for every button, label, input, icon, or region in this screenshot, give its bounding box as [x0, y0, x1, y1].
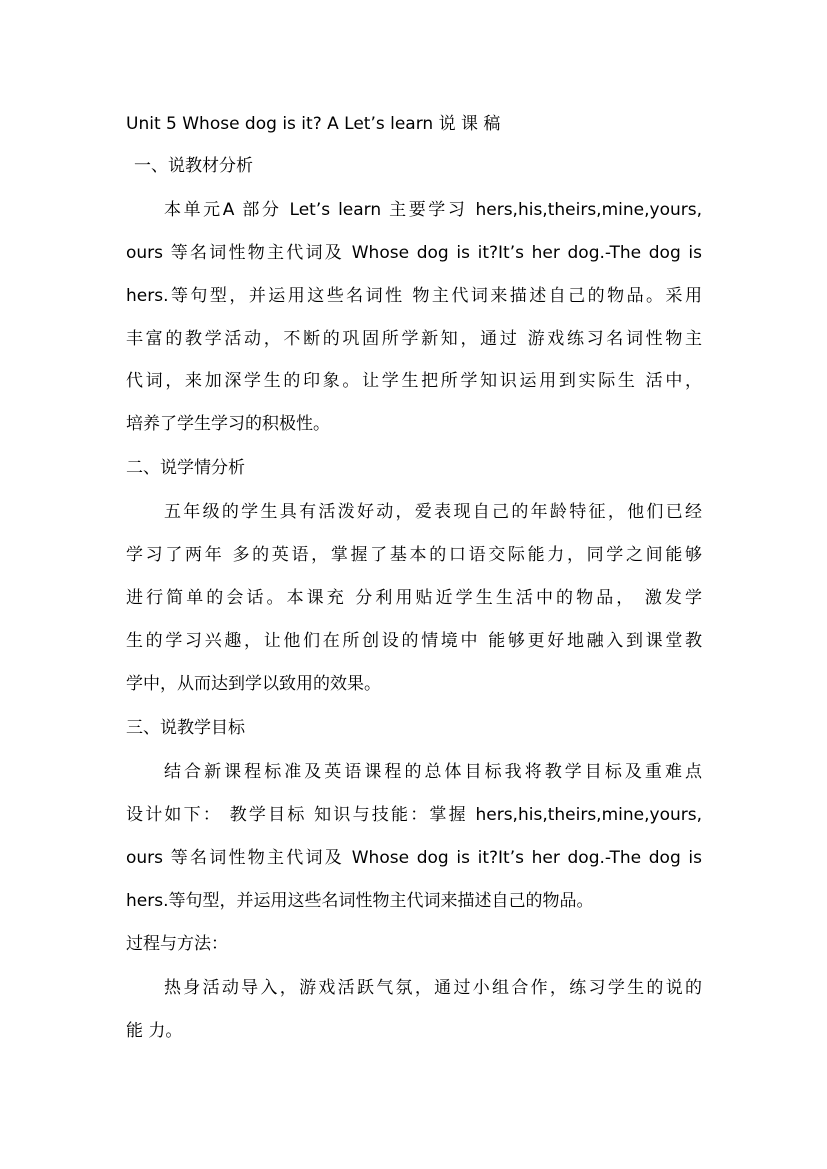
paragraph-line: 培养了学生学习的积极性。 [126, 414, 330, 434]
paragraph-line: 结合新课程标准及英语课程的总体目标我将教学目标及重难点 [164, 762, 702, 782]
section-heading-teaching-objectives: 三、说教学目标 [126, 718, 245, 738]
paragraph-line: 代词，来加深学生的印象。让学生把所学知识运用到实际生 活中， [126, 371, 702, 391]
paragraph-line: 学习了两年 多的英语，掌握了基本的口语交际能力，同学之间能够 [126, 545, 702, 565]
paragraph-line: 生的学习兴趣，让他们在所创设的情境中 能够更好地融入到课堂教 [126, 631, 702, 651]
paragraph-line: ours 等名词性物主代词及 Whose dog is it?It’s her dog.-The dog is [126, 848, 702, 868]
paragraph-line: hers.等句型，并运用这些名词性 物主代词来描述自己的物品。采用 [126, 286, 702, 306]
paragraph-line: 五年级的学生具有活泼好动，爱表现自己的年龄特征，他们已经 [164, 502, 702, 522]
paragraph-line: ours 等名词性物主代词及 Whose dog is it?It’s her dog.-The dog is [126, 243, 702, 263]
section-heading-textbook-analysis: 一、说教材分析 [134, 156, 253, 176]
section-heading-student-analysis: 二、说学情分析 [126, 458, 245, 478]
paragraph-line: 丰富的教学活动，不断的巩固所学新知，通过 游戏练习名词性物主 [126, 329, 702, 349]
paragraph-line: 本单元A 部分 Let’s learn 主要学习 hers,his,theirs,mine,yours, [164, 200, 702, 220]
section-heading-process-methods: 过程与方法： [126, 934, 228, 954]
paragraph-line: 能 力。 [126, 1021, 183, 1041]
document-title: Unit 5 Whose dog is it? A Let’s learn 说 课 稿 [126, 114, 501, 134]
paragraph-line: 设计如下： 教学目标 知识与技能：掌握 hers,his,theirs,mine,yours, [126, 805, 702, 825]
paragraph-line: 学中，从而达到学以致用的效果。 [126, 674, 381, 694]
paragraph-line: 热身活动导入，游戏活跃气氛，通过小组合作，练习学生的说的 [164, 978, 702, 998]
paragraph-line: hers.等句型，并运用这些名词性物主代词来描述自己的物品。 [126, 891, 594, 911]
paragraph-line: 进行简单的会话。本课充 分利用贴近学生生活中的物品， 激发学 [126, 588, 702, 608]
